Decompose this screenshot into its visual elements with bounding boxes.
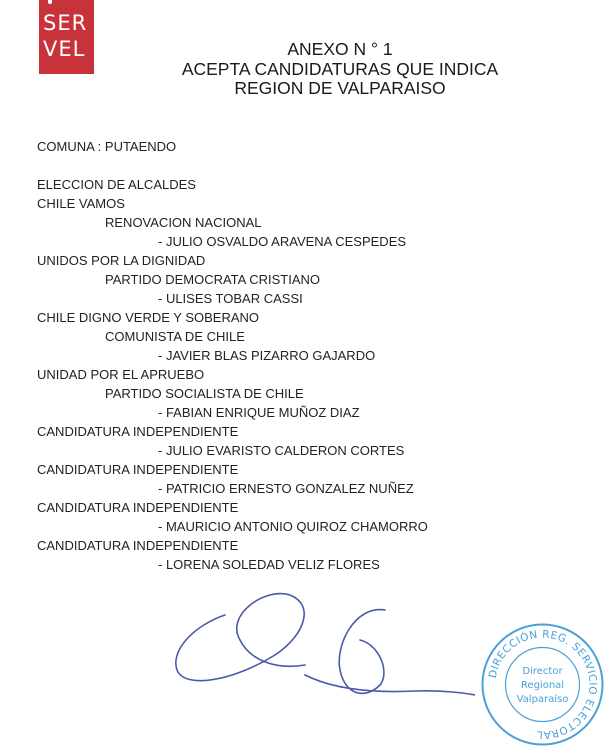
official-stamp: [480, 622, 605, 747]
candidate-name: - JULIO EVARISTO CALDERON CORTES: [158, 443, 405, 458]
section-heading: CANDIDATURA INDEPENDIENTE: [37, 538, 239, 553]
party-label: COMUNISTA DE CHILE: [105, 329, 245, 344]
section-heading: CANDIDATURA INDEPENDIENTE: [37, 500, 239, 515]
logo-text-line2: VEL: [43, 37, 86, 61]
section-heading: CHILE VAMOS: [37, 196, 125, 211]
heading-line3: REGION DE VALPARAISO: [234, 78, 446, 98]
section-heading: CANDIDATURA INDEPENDIENTE: [37, 462, 239, 477]
stamp-center-line3: Valparaíso: [516, 694, 569, 705]
section-heading: CHILE DIGNO VERDE Y SOBERANO: [37, 310, 260, 325]
candidate-name: - ULISES TOBAR CASSI: [158, 291, 303, 306]
stamp-center-line2: Regional: [520, 680, 565, 691]
section-heading: UNIDOS POR LA DIGNIDAD: [37, 253, 206, 268]
party-label: PARTIDO DEMOCRATA CRISTIANO: [105, 272, 321, 287]
section-heading: ELECCION DE ALCALDES: [37, 177, 196, 192]
signature-image: [165, 585, 475, 715]
candidate-name: - JULIO OSVALDO ARAVENA CESPEDES: [158, 234, 407, 249]
party-label: PARTIDO SOCIALISTA DE CHILE: [105, 386, 304, 401]
heading-line2: ACEPTA CANDIDATURAS QUE INDICA: [181, 58, 499, 79]
comuna-label: COMUNA : PUTAENDO: [37, 139, 177, 154]
servel-logo: [39, 0, 94, 74]
candidate-name: - PATRICIO ERNESTO GONZALEZ NUÑEZ: [158, 481, 414, 496]
party-label: RENOVACION NACIONAL: [105, 215, 262, 230]
logo-accent: [48, 0, 52, 4]
candidate-name: - MAURICIO ANTONIO QUIROZ CHAMORRO: [158, 519, 428, 534]
document-heading: [150, 40, 530, 99]
section-heading: CANDIDATURA INDEPENDIENTE: [37, 424, 239, 439]
stamp-ring-text: DIRECCIÓN REG. SERVICIO ELECTORAL: [486, 628, 599, 741]
logo-text-line1: SER: [43, 11, 88, 35]
candidate-name: - LORENA SOLEDAD VELIZ FLORES: [158, 557, 380, 572]
candidate-name: - FABIAN ENRIQUE MUÑOZ DIAZ: [158, 405, 360, 420]
stamp-center-line1: Director: [522, 666, 563, 677]
candidate-name: - JAVIER BLAS PIZARRO GAJARDO: [158, 348, 376, 363]
heading-line1: ANEXO N ° 1: [287, 39, 393, 59]
section-heading: UNIDAD POR EL APRUEBO: [37, 367, 205, 382]
